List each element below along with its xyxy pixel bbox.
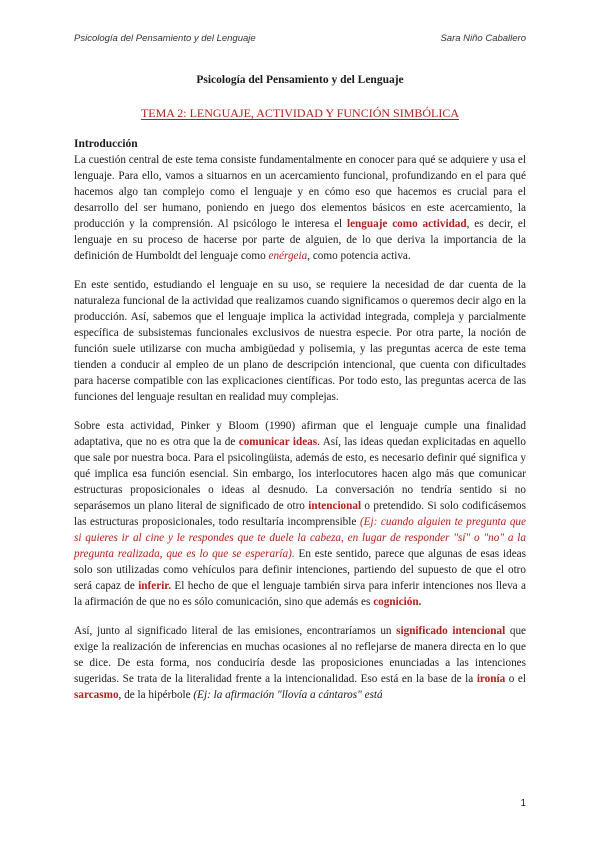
example-text: (Ej: cuando alguien te pregunta que si quieres ir al cine y le respondes que te duele la cabeza, en lugar de responder "sí" o "no" a la pregunta realizada, que es lo que se esperaría).	[74, 516, 526, 560]
document-title: Psicología del Pensamiento y del Lenguaje	[196, 74, 404, 86]
paragraph-2: En este sentido, estudiando el lenguaje en su uso, se requiere la necesidad de dar cuenta de la naturaleza funcional de la actividad que realizamos cuando significamos o queremos decir algo en la producción. Así, sabemos que el lenguaje implica la actividad integrada, compleja y parcialmente específica de subsistemas funcionales exclusivos de nuestra especie. Por otra parte, la noción de función suele utilizarse con mucha ambigüedad y polisemia, y las preguntas acerca de este tema tienden a conducir al empleo de un plano de descripción intencional, que cuenta con dificultades para hacerse compatible con las explicaciones científicas. Por todo esto, las preguntas acerca de las funciones del lenguaje resultan en realidad muy complejas.	[74, 279, 526, 403]
highlight-cognicion: cognición.	[373, 596, 422, 608]
highlight-comunicar-ideas: comunicar ideas	[238, 436, 318, 448]
document-body	[74, 136, 526, 716]
highlight-intencional: intencional	[308, 500, 362, 512]
paragraph-4: Así, junto al significado literal de las emisiones, encontraríamos un significado intencional que exige la realización de inferencias en muchas ocasiones al no reflejarse de manera directa en lo que se dice. De esta forma, nos conduciría desde las proposiciones enunciadas a las intenciones sugeridas. Se trata de la literalidad frente a la intencionalidad. Eso está en la base de la ironía o el sarcasmo, de la hipérbole (Ej: la afirmación "llovía a cántaros" está	[74, 625, 526, 701]
page-header	[74, 33, 526, 44]
highlight-ironia: ironía	[476, 673, 506, 685]
page-number: 1	[520, 798, 526, 809]
header-course-title: Psicología del Pensamiento y del Lenguaje	[74, 33, 256, 44]
paragraph-3: Sobre esta actividad, Pinker y Bloom (1990) afirman que el lenguaje cumple una finalidad adaptativa, que no es otra que la de comunicar ideas. Así, las ideas quedan explicitadas en aquello que sale por nuestra boca. Para el psicolingüista, además de esto, es necesario definir qué significa y qué implica esa función esencial. Sin embargo, los interlocutores hacen algo más que comunicar estructuras proposicionales o ideas al desnudo. La conversación no tendría sentido si no separásemos un plano literal de significado de otro intencional o pretendido. Si solo codificásemos las estructuras proposicionales, todo resultaría incomprensible (Ej: cuando alguien te pregunta que si quieres ir al cine y le respondes que te duele la cabeza, en lugar de responder "sí" o "no" a la pregunta realizada, que es lo que se esperaría). En este sentido, parece que algunas de esas ideas solo son utilizadas como vehículos para definir intenciones, partiendo del supuesto de que el otro será capaz de inferir. El hecho de que el lenguaje también sirva para inferir intenciones nos lleva a la afirmación de que no es sólo comunicación, sino que además es cognición.	[74, 420, 527, 608]
highlight-significado-intencional: significado intencional	[396, 625, 506, 637]
topic-title: TEMA 2: LENGUAJE, ACTIVIDAD Y FUNCIÓN SIMBÓLICA	[140, 106, 460, 120]
highlight-lenguaje-actividad: lenguaje como actividad	[346, 218, 467, 230]
highlight-energeia: enérgeia	[268, 250, 308, 262]
highlight-inferir: inferir.	[138, 580, 172, 592]
header-author: Sara Niño Caballero	[440, 33, 526, 44]
paragraph-1: La cuestión central de este tema consiste fundamentalmente en conocer para qué se adquiere y usa el lenguaje. Para ello, vamos a situarnos en un acercamiento funcional, profundizando en el para qué hacemos algo tan complejo como el lenguaje y en cómo eso que hacemos es crucial para el desarrollo del ser humano, poniendo en juego dos elementos básicos en este acercamiento, la producción y la comprensión. Al psicólogo le interesa el lenguaje como actividad, es decir, el lenguaje en su proceso de hacerse por parte de alguien, de lo que deriva la importancia de la definición de Humboldt del lenguaje como enérgeia, como potencia activa.	[74, 154, 526, 262]
section-heading: Introducción	[74, 138, 138, 150]
example-text: (Ej: la afirmación "llovía a cántaros" está	[193, 689, 383, 701]
highlight-sarcasmo: sarcasmo	[74, 689, 119, 701]
